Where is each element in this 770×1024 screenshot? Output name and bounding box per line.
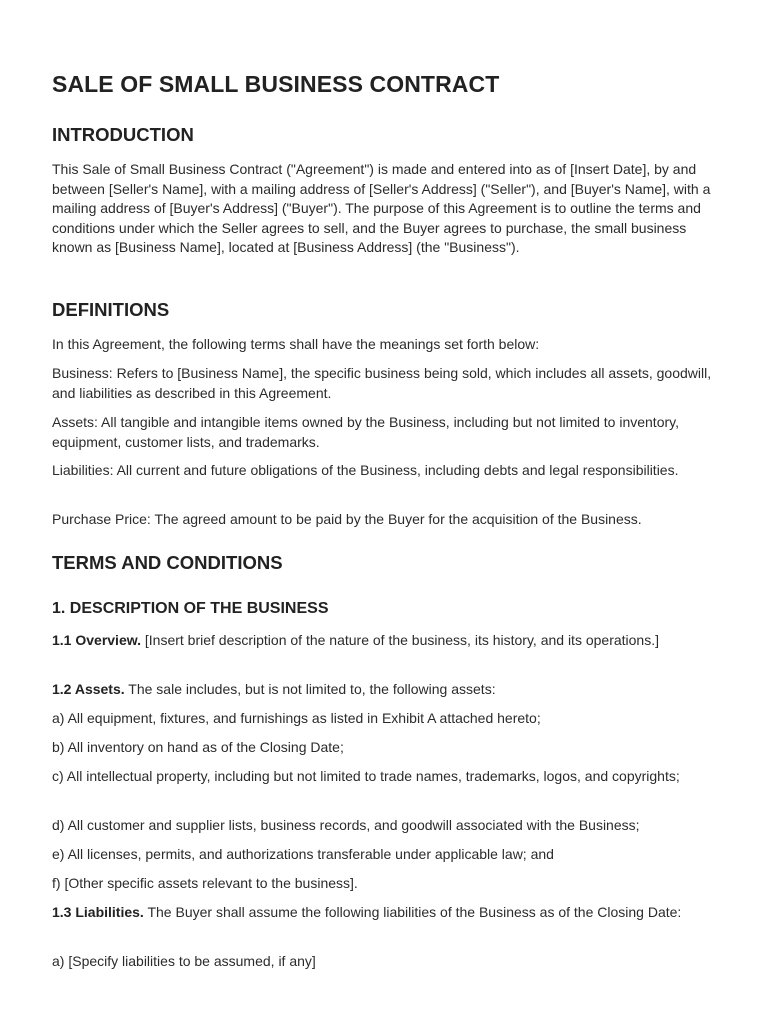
asset-item-f: f) [Other specific assets relevant to the business]. bbox=[52, 875, 358, 891]
section-1-3 bbox=[52, 903, 722, 923]
terms-heading: TERMS AND CONDITIONS bbox=[52, 552, 283, 573]
asset-item-c: c) All intellectual property, including but not limited to trade names, trademarks, logos, and copyrights; bbox=[52, 768, 680, 784]
definition-assets: Assets: All tangible and intangible items owned by the Business, including but not limited to inventory, equipment, customer lists, and trademarks. bbox=[52, 414, 679, 450]
section-1-1 bbox=[52, 631, 722, 651]
asset-item-d: d) All customer and supplier lists, business records, and goodwill associated with the Business; bbox=[52, 817, 640, 833]
definitions-intro: In this Agreement, the following terms shall have the meanings set forth below: bbox=[52, 336, 540, 352]
introduction-heading: INTRODUCTION bbox=[52, 124, 194, 145]
section-1-heading: 1. DESCRIPTION OF THE BUSINESS bbox=[52, 600, 329, 617]
asset-item-a: a) All equipment, fixtures, and furnishings as listed in Exhibit A attached hereto; bbox=[52, 710, 541, 726]
definition-business: Business: Refers to [Business Name], the specific business being sold, which includes all assets, goodwill, and liabilities as described in this Agreement. bbox=[52, 365, 712, 401]
section-1-2-text: The sale includes, but is not limited to, the following assets: bbox=[124, 681, 496, 697]
asset-item-e: e) All licenses, permits, and authorizations transferable under applicable law; and bbox=[52, 846, 554, 862]
section-1-3-label: 1.3 Liabilities. bbox=[52, 904, 144, 920]
section-1-1-label: 1.1 Overview. bbox=[52, 632, 141, 648]
section-1-2 bbox=[52, 680, 722, 700]
section-1-3-text: The Buyer shall assume the following liabilities of the Business as of the Closing Date: bbox=[143, 904, 682, 920]
liability-item-a: a) [Specify liabilities to be assumed, if any] bbox=[52, 953, 316, 969]
document-title: SALE OF SMALL BUSINESS CONTRACT bbox=[52, 71, 500, 97]
introduction-paragraph: This Sale of Small Business Contract ("Agreement") is made and entered into as of [Insert Date], by and between [Seller's Name], with a mailing address of [Seller's Address] ("Seller"), and [Buyer's Name], with a mailing address of [Buyer's Address] ("Buyer"). The purpose of this Agreement is to outline the terms and conditions under which the Seller agrees to sell, and the Buyer agrees to purchase, the small business known as [Business Name], located at [Business Address] (the "Business"). bbox=[52, 161, 711, 255]
definitions-heading: DEFINITIONS bbox=[52, 299, 170, 320]
section-1-2-label: 1.2 Assets. bbox=[52, 681, 125, 697]
asset-item-b: b) All inventory on hand as of the Closing Date; bbox=[52, 739, 344, 755]
definition-liabilities: Liabilities: All current and future obligations of the Business, including debts and legal responsibilities. bbox=[52, 462, 679, 478]
section-1-1-text: [Insert brief description of the nature of the business, its history, and its operations.] bbox=[140, 632, 659, 648]
definition-purchase-price: Purchase Price: The agreed amount to be paid by the Buyer for the acquisition of the Business. bbox=[52, 511, 642, 527]
